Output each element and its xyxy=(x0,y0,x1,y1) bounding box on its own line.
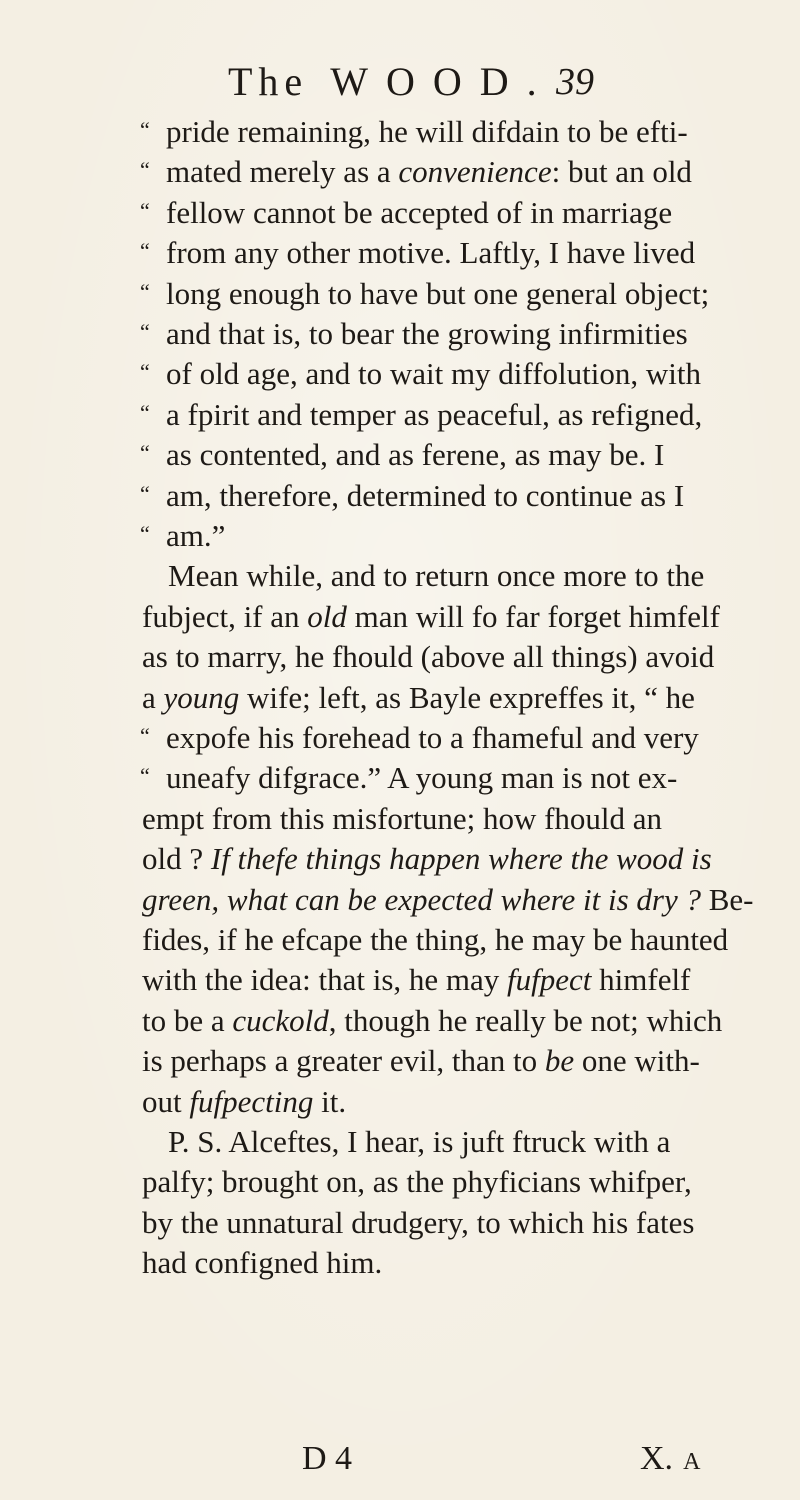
text-line xyxy=(140,112,688,152)
text-segment: out xyxy=(142,1083,190,1119)
text-line xyxy=(140,233,695,273)
text-line xyxy=(140,193,672,233)
text-segment: as contented, and as ferene, as may be. I xyxy=(166,437,665,473)
text-segment: palfy; brought on, as the phyficians whifper, xyxy=(142,1164,692,1200)
italic-text: fufpecting xyxy=(189,1083,314,1119)
text-segment: a fpirit and temper as peaceful, as refigned, xyxy=(166,396,703,432)
text-segment: is perhaps a greater evil, than to xyxy=(142,1043,545,1079)
text-segment: fides, if he efcape the thing, he may be haunted xyxy=(142,922,729,957)
text-line xyxy=(142,799,662,839)
text-segment: Be- xyxy=(700,881,754,917)
text-segment: mated merely as a xyxy=(166,154,399,190)
text-segment: empt from this misfortune; how fhould an xyxy=(142,800,663,836)
text-line xyxy=(142,1001,722,1041)
running-head-the: The xyxy=(228,59,309,104)
text-line xyxy=(140,314,688,354)
running-head xyxy=(228,58,788,108)
italic-text: cuckold xyxy=(232,1002,329,1038)
text-segment: it. xyxy=(313,1083,347,1119)
text-segment: by the unnatural drudgery, to which his fates xyxy=(142,1204,695,1240)
text-line xyxy=(140,516,225,556)
quote-mark: “ xyxy=(140,399,150,425)
text-segment: a xyxy=(142,679,164,715)
italic-text: green, what can be expected where it is dry ? xyxy=(142,881,701,917)
text-line xyxy=(140,395,702,435)
text-segment: fubject, if an xyxy=(142,598,308,634)
quote-mark: “ xyxy=(140,480,150,506)
text-line xyxy=(142,920,728,960)
text-segment: Mean while, and to return once more to the xyxy=(168,558,705,594)
text-line xyxy=(142,1041,700,1081)
text-line xyxy=(140,354,701,394)
quote-mark: “ xyxy=(140,723,150,748)
text-line xyxy=(140,152,692,192)
text-segment: am.” xyxy=(166,518,226,553)
text-line xyxy=(142,597,720,637)
text-line xyxy=(142,839,712,879)
text-segment: man will fo far forget himfelf xyxy=(346,598,720,634)
quote-mark: “ xyxy=(140,157,150,183)
text-segment: uneafy difgrace.” A young man is not ex- xyxy=(166,760,678,796)
quote-mark: “ xyxy=(140,763,150,789)
text-line xyxy=(168,1122,670,1162)
quote-mark: “ xyxy=(140,359,150,385)
text-segment: one with- xyxy=(574,1043,700,1079)
italic-text: young xyxy=(163,679,240,715)
italic-text: convenience xyxy=(398,154,552,190)
text-segment: fellow cannot be accepted of in marriage xyxy=(166,194,673,230)
text-line xyxy=(140,758,677,798)
text-segment: as to marry, he fhould (above all things) avoid xyxy=(142,639,715,675)
text-line xyxy=(142,1162,692,1202)
text-segment: P. S. Alceftes, I hear, is juft ftruck with a xyxy=(168,1124,671,1159)
text-segment: and that is, to bear the growing infirmities xyxy=(166,316,688,351)
text-line xyxy=(140,476,684,516)
running-head-wood: WOOD. xyxy=(330,59,555,104)
text-line xyxy=(142,880,754,920)
text-line xyxy=(142,1203,694,1243)
quote-mark: “ xyxy=(140,278,150,304)
text-line xyxy=(140,718,699,758)
quote-mark: “ xyxy=(140,238,150,264)
catchword xyxy=(640,1440,700,1478)
text-line xyxy=(140,274,709,314)
text-segment: long enough to have but one general object; xyxy=(166,275,710,311)
signature-mark: D 4 xyxy=(302,1440,353,1477)
text-line xyxy=(142,960,690,1000)
text-line xyxy=(142,678,695,718)
catchword-x: X. xyxy=(640,1440,674,1477)
text-line xyxy=(142,1082,346,1122)
quote-mark: “ xyxy=(140,319,150,344)
text-segment: from any other motive. Laftly, I have lived xyxy=(166,235,696,271)
quote-mark: “ xyxy=(140,521,150,546)
italic-text: fufpect xyxy=(507,962,592,998)
italic-text: old xyxy=(307,598,347,634)
text-segment: himfelf xyxy=(591,962,691,998)
text-segment: with the idea: that is, he may xyxy=(142,962,508,998)
text-segment: pride remaining, he will difdain to be efti- xyxy=(166,114,688,149)
text-segment: expofe his forehead to a fhameful and very xyxy=(166,720,699,755)
text-line xyxy=(168,556,704,596)
quote-mark: “ xyxy=(140,117,150,142)
text-segment: had configned him. xyxy=(142,1245,383,1281)
quote-mark: “ xyxy=(140,197,150,223)
italic-text: If thefe things happen where the wood is xyxy=(210,841,712,877)
text-segment: to be a xyxy=(142,1002,233,1038)
text-line xyxy=(142,1243,382,1283)
text-segment: wife; left, as Bayle expreffes it, “ he xyxy=(239,679,695,715)
text-line xyxy=(140,435,664,475)
text-segment: am, therefore, determined to continue as I xyxy=(166,477,685,513)
quote-mark: “ xyxy=(140,440,150,466)
text-segment: : but an old xyxy=(551,154,692,190)
text-segment: old ? xyxy=(142,841,211,877)
text-segment: of old age, and to wait my diffolution, with xyxy=(166,356,701,392)
text-line xyxy=(142,637,714,677)
text-segment: , though he really be not; which xyxy=(328,1002,723,1038)
catchword-a: A xyxy=(683,1449,701,1475)
italic-text: be xyxy=(544,1043,575,1079)
page-number: 39 xyxy=(556,61,594,103)
running-head-title xyxy=(228,58,555,105)
